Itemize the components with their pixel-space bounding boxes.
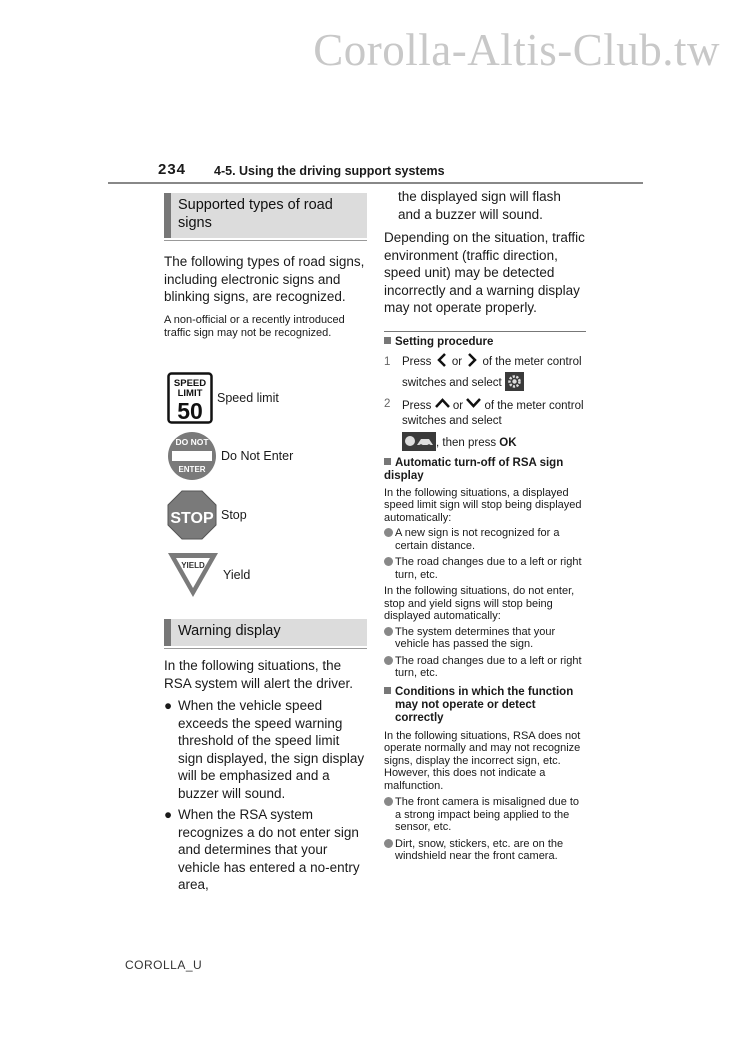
supported-note: A non-official or a recently introduced traffic sign may not be recognized. (164, 313, 345, 339)
warning-heading: Warning display (164, 619, 367, 646)
autooff-intro-1: In the following situations, a displayed speed limit sign will stop being displayed automatically: (384, 486, 582, 524)
autooff-intro-2: In the following situations, do not enter, stop and yield signs will stop being displayed automatically: (384, 585, 575, 622)
warning-section (164, 619, 367, 894)
warning-depending: Depending on the situation, traffic environment (traffic direction, speed unit) may be detected incorrectly and a warning display may not operate properly. (384, 230, 585, 315)
divider (384, 331, 586, 332)
bullet-icon (384, 528, 393, 537)
setting-step-2: 2 Press or of the meter control switches and select , then press OK (384, 397, 584, 449)
watermark: Corolla-Altis-Club.tw (313, 25, 720, 75)
square-bullet-icon (384, 337, 391, 344)
autooff-bullet: A new sign is not recognized for a certain distance. (384, 527, 586, 552)
autooff-heading: Automatic turn-off of RSA sign display (384, 456, 564, 482)
speed-limit-text-1: SPEED (173, 378, 207, 389)
conditions-intro: In the following situations, RSA does not operate normally and may not recognize signs, display the incorrect sign, etc. However, this does not indicate a malfunction. (384, 729, 581, 792)
warning-bullet: ● When the RSA system recognizes a do not enter sign and determines that your vehicle has entered a no-entry area, (164, 807, 360, 892)
square-bullet-icon (384, 687, 391, 694)
setting-heading: Setting procedure (384, 336, 586, 349)
conditions-heading: Conditions in which the function may not operate or detect correctly (384, 686, 586, 725)
yield-sign-text: YIELD (181, 561, 205, 570)
bullet-icon: ● (164, 698, 173, 713)
sign-label-yield: Yield (223, 568, 251, 582)
bullet-icon (384, 797, 393, 806)
page-number: 234 (158, 161, 187, 178)
autooff-bullet: The road changes due to a left or right turn, etc. (384, 556, 586, 581)
sign-row-speed-limit (167, 372, 279, 424)
chevron-down-icon (466, 397, 481, 409)
stop-sign-icon (167, 489, 217, 541)
sign-label-speed-limit: Speed limit (217, 391, 279, 405)
supported-section (164, 193, 367, 341)
right-column (384, 188, 586, 863)
sign-row-stop (167, 489, 247, 541)
bullet-icon: ● (164, 807, 173, 822)
do-not-enter-text-2: ENTER (178, 465, 206, 474)
warning-continuation: the displayed sign will flash and a buzzer will sound. (398, 189, 561, 222)
sign-row-do-not-enter (167, 430, 293, 482)
conditions-bullet: The front camera is misaligned due to a strong impact being applied to the sensor, etc. (384, 796, 586, 834)
warning-bullet: ● When the vehicle speed exceeds the speed warning threshold of the speed limit sign displayed, the sign display will be emphasized and a buzzer will sound. (164, 698, 365, 801)
bullet-icon (384, 627, 393, 636)
autooff-bullet: The system determines that your vehicle has passed the sign. (384, 626, 586, 651)
setting-step-1: 1 Press or of the meter control switches and select (384, 353, 586, 393)
stop-sign-text: STOP (170, 510, 214, 527)
rsa-setting-icon (402, 432, 436, 451)
chevron-left-icon (435, 353, 449, 367)
speed-limit-sign-icon (167, 372, 213, 424)
square-bullet-icon (384, 458, 391, 465)
sign-row-yield (167, 551, 250, 599)
bullet-icon (384, 557, 393, 566)
do-not-enter-sign-icon (167, 430, 217, 482)
chevron-right-icon (465, 353, 479, 367)
bullet-icon (384, 839, 393, 848)
autooff-bullet: The road changes due to a left or right turn, etc. (384, 655, 586, 680)
chevron-up-icon (435, 397, 450, 409)
header-rule (108, 182, 643, 184)
sign-label-stop: Stop (221, 508, 247, 522)
warning-intro: In the following situations, the RSA system will alert the driver. (164, 658, 354, 691)
do-not-enter-text-1: DO NOT (175, 437, 209, 447)
yield-sign-icon (167, 551, 219, 599)
ok-label: OK (499, 436, 517, 449)
speed-limit-value: 50 (177, 398, 203, 424)
speed-limit-text-2: LIMIT (177, 388, 203, 399)
sign-label-do-not-enter: Do Not Enter (221, 449, 294, 463)
bullet-icon (384, 656, 393, 665)
supported-heading: Supported types of road signs (164, 193, 367, 238)
supported-intro: The following types of road signs, including electronic signs and blinking signs, are recognized. (164, 254, 365, 304)
section-title: 4-5. Using the driving support systems (214, 164, 445, 178)
gear-icon (505, 372, 524, 391)
footer-model: COROLLA_U (125, 958, 203, 972)
conditions-bullet: Dirt, snow, stickers, etc. are on the windshield near the front camera. (384, 838, 586, 863)
